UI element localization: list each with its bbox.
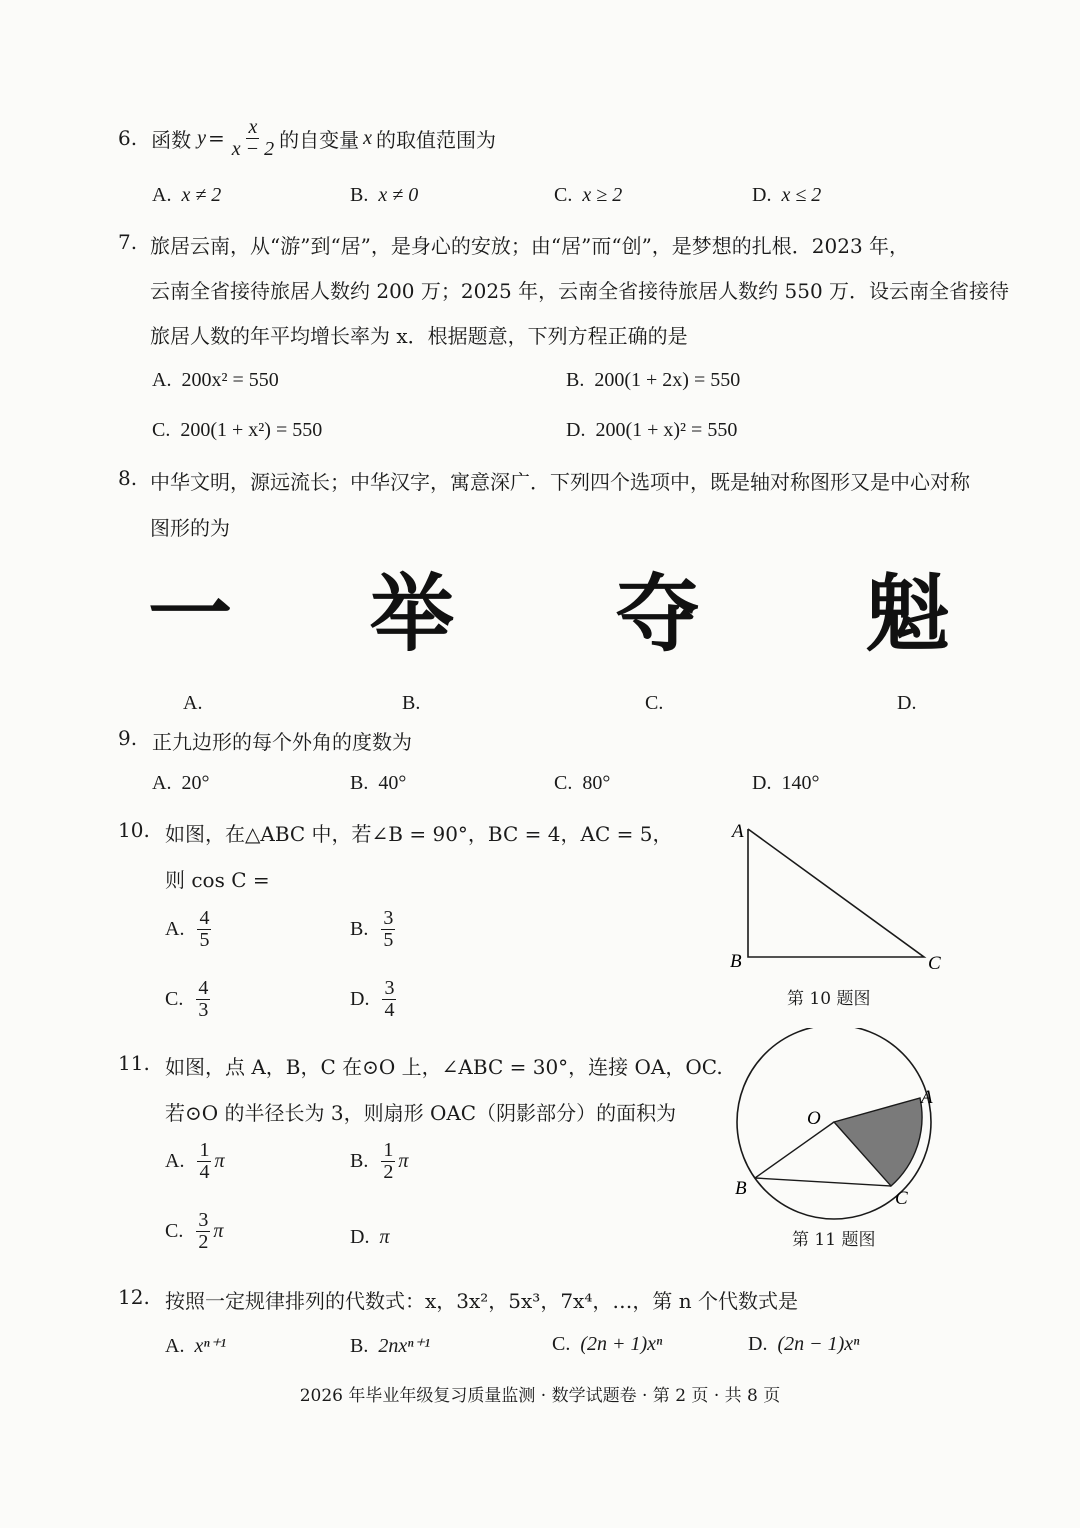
q6-post-b: 的取值范围为 [376,127,497,152]
q11-label-o: O [807,1108,821,1129]
q11-option-b: B. $\frac{1}{2}$ π [350,1139,409,1183]
q10-triangle-figure [720,815,980,985]
q12-option-c: C. (2n + 1)xⁿ [552,1333,663,1355]
q6-y: y [197,126,206,149]
q10-label-b: B [730,951,742,972]
q10-label-a: A [732,821,744,842]
q6-frac-num: x [248,115,258,138]
q6-fraction [230,117,276,160]
q9-option-d: D. 140° [752,772,820,794]
q11-option-d: D. π [350,1226,390,1248]
q10-label-c: C [928,953,941,974]
q6-stem [118,116,496,160]
q8-glyph-a: 一 [148,565,233,663]
q11-circle-figure [725,1028,965,1228]
q12-number: 12. [118,1285,150,1309]
q6-frac-den: x − 2 [231,137,275,160]
q8-line-1: 中华文明，源远流长；中华汉字，寓意深广．下列四个选项中，既是轴对称图形又是中心对称 [150,470,970,494]
q6-var: x [363,126,373,149]
q8-letter-a: A. [183,692,203,714]
q10-option-a: A. $\frac{4}{5}$ [165,907,210,951]
q7-number: 7. [118,230,138,254]
q10-number: 10. [118,818,150,842]
q8-letter-c: C. [645,692,664,714]
q12-option-b: B. 2nxⁿ⁺¹ [350,1335,431,1357]
q9-option-c: C. 80° [554,772,611,794]
q6-post-a: 的自变量 [279,127,360,152]
q11-label-c: C [895,1188,908,1209]
q8-line-2: 图形的为 [150,516,230,540]
q7-option-d: D. 200(1 + x)² = 550 [566,419,738,441]
q11-label-b: B [735,1178,747,1199]
q10-option-b: B. $\frac{3}{5}$ [350,907,394,951]
q6-option-b: B. x ≠ 0 [350,184,419,206]
q9-option-a: A. 20° [152,772,210,794]
q6-pre: 函数 [151,127,192,152]
q7-option-b: B. 200(1 + 2x) = 550 [566,369,741,391]
q6-option-a: A. x ≠ 2 [152,184,222,206]
q7-option-a: A. 200x² = 550 [152,369,279,391]
q9-option-b: B. 40° [350,772,407,794]
q12-option-d: D. (2n − 1)xⁿ [748,1333,860,1355]
q8-number: 8. [118,466,138,490]
q10-option-d: D. $\frac{3}{4}$ [350,977,395,1021]
q6-option-c: C. x ≥ 2 [554,184,623,206]
q11-number: 11. [118,1051,150,1075]
q8-letter-b: B. [402,692,421,714]
page-footer: 2026 年毕业年级复习质量监测 · 数学试题卷 · 第 2 页 · 共 8 页 [299,1386,781,1406]
q8-letter-d: D. [897,692,917,714]
q11-label-a: A [921,1087,933,1108]
q7-line-2: 云南全省接待旅居人数约 200 万；2025 年，云南全省接待旅居人数约 550 万．设云南全省接待 [150,279,1010,303]
q12-option-a: A. xⁿ⁺¹ [165,1335,227,1357]
q12-stem: 按照一定规律排列的代数式：x，3x²，5x³，7x⁴，…，第 n 个代数式是 [165,1289,798,1313]
q8-glyph-d: 魁 [866,565,951,663]
q8-glyph-c: 夺 [616,565,701,663]
q10-option-c: C. $\frac{4}{3}$ [165,977,209,1021]
q11-figure-caption: 第 11 题图 [792,1230,876,1250]
q7-line-1: 旅居云南，从“游”到“居”，是身心的安放；由“居”而“创”，是梦想的扎根．2023 年， [150,234,910,258]
q10-figure-caption: 第 10 题图 [787,989,871,1009]
q6-option-d: D. x ≤ 2 [752,184,822,206]
q9-stem: 正九边形的每个外角的度数为 [152,730,412,754]
q7-line-3: 旅居人数的年平均增长率为 x．根据题意，下列方程正确的是 [150,324,688,348]
q11-line-2: 若⊙O 的半径长为 3，则扇形 OAC（阴影部分）的面积为 [165,1101,677,1125]
q11-line-1: 如图，点 A，B，C 在⊙O 上，∠ABC = 30°，连接 OA，OC. [165,1055,723,1079]
q10-line-2: 则 cos C = [165,868,270,892]
q10-line-1: 如图，在△ABC 中，若∠B = 90°，BC = 4，AC = 5， [165,822,673,846]
q6-eq: = [207,126,225,150]
q8-glyph-b: 举 [370,565,455,663]
q9-number: 9. [118,726,138,750]
q6-number: 6. [118,126,138,150]
q7-option-c: C. 200(1 + x²) = 550 [152,419,323,441]
q11-option-c: C. $\frac{3}{2}$ π [165,1209,224,1253]
q11-option-a: A. $\frac{1}{4}$ π [165,1139,225,1183]
